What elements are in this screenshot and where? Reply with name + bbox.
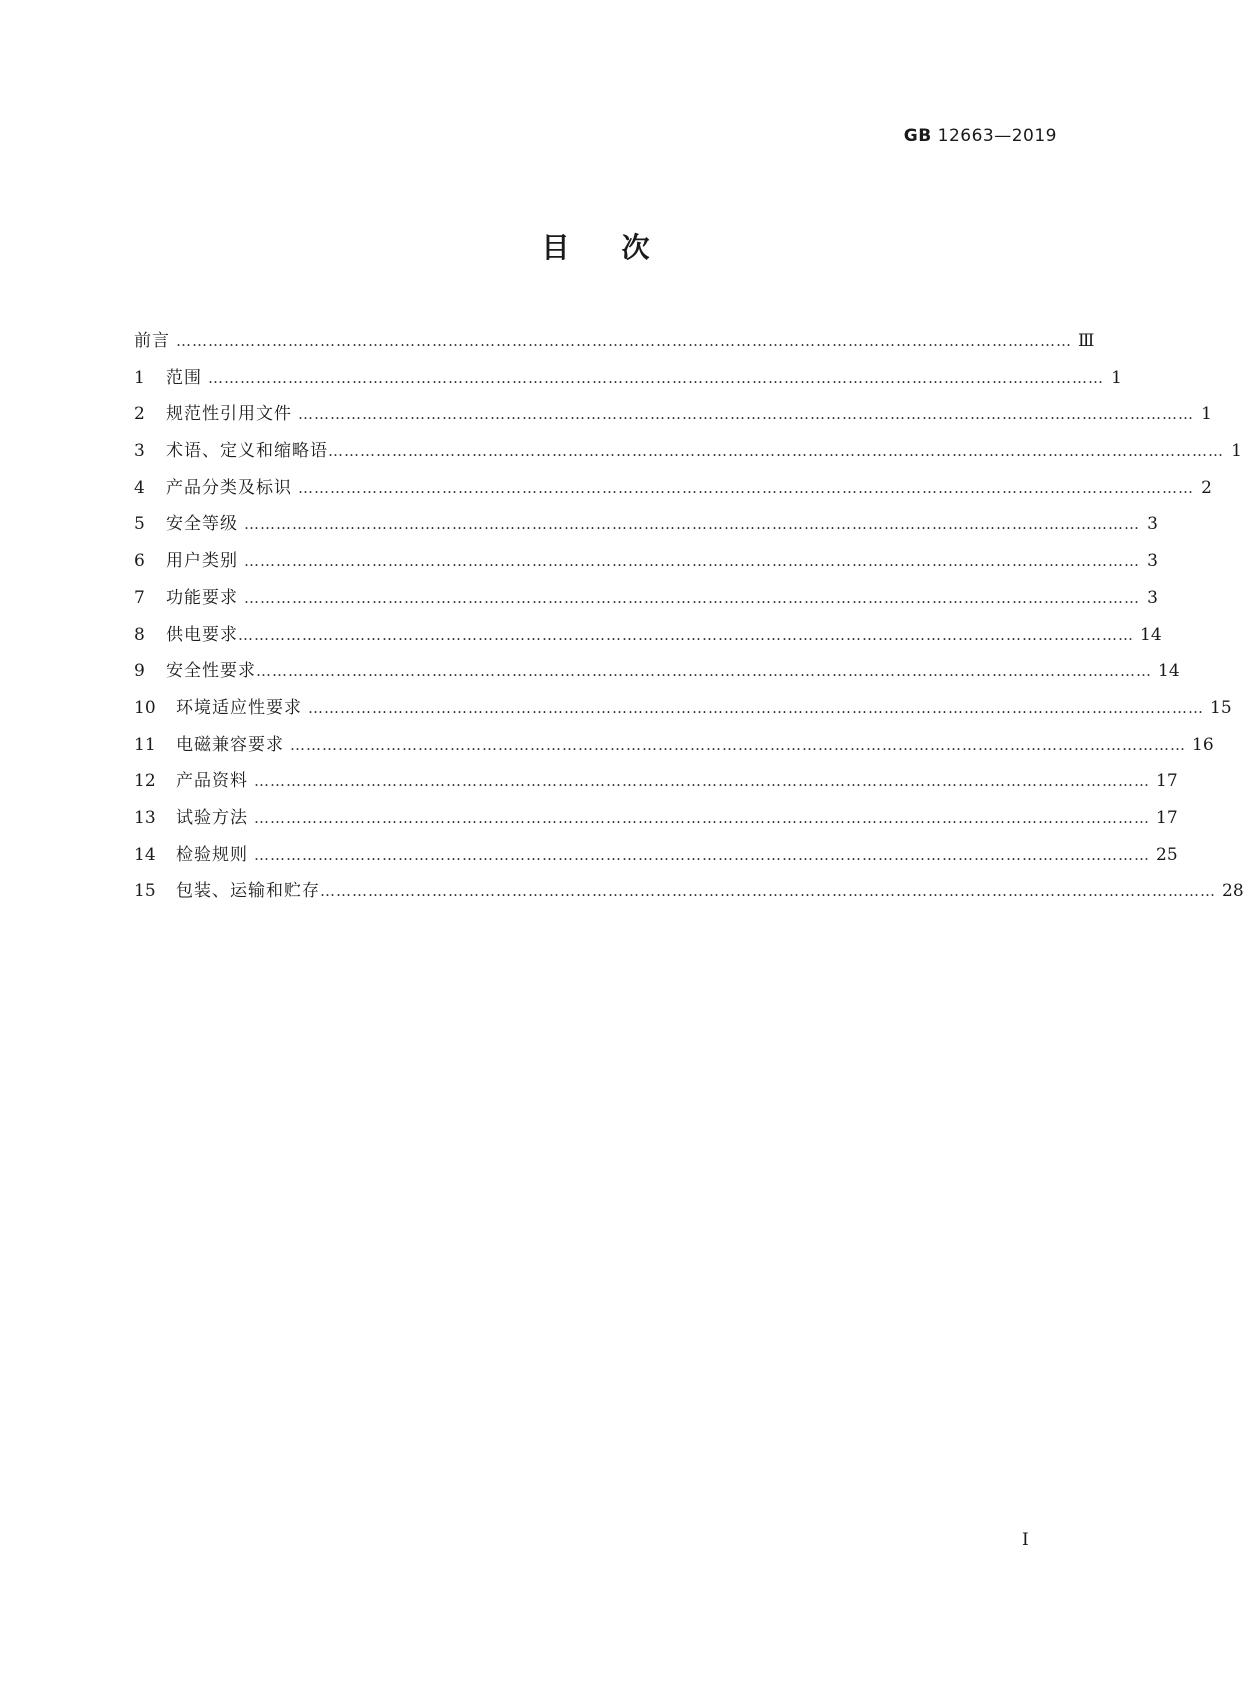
toc-number: 10 bbox=[134, 697, 156, 718]
toc-page: 14 bbox=[1158, 661, 1180, 682]
toc-number: 3 bbox=[134, 441, 145, 462]
toc-label: 功能要求 bbox=[166, 587, 238, 608]
toc-label: 供电要求 bbox=[166, 624, 238, 645]
toc-label: 产品分类及标识 bbox=[166, 477, 292, 498]
toc-entry[interactable] bbox=[134, 546, 1158, 583]
leader-dots: …………………………………………………………………………………………………………………………………………………… bbox=[244, 515, 1140, 534]
toc-label: 范围 bbox=[166, 367, 202, 388]
toc-label: 安全等级 bbox=[166, 514, 238, 535]
toc-number: 13 bbox=[134, 807, 156, 828]
toc-entry-foreword[interactable] bbox=[134, 326, 1095, 363]
toc-entry[interactable] bbox=[134, 766, 1178, 803]
toc-label: 用户类别 bbox=[166, 551, 238, 572]
toc-number: 12 bbox=[134, 771, 156, 792]
leader-dots: …………………………………………………………………………………………………………………………………………………… bbox=[256, 662, 1152, 681]
leader-dots: …………………………………………………………………………………………………………………………………………………… bbox=[298, 478, 1194, 497]
standard-code: 12663—2019 bbox=[937, 126, 1057, 146]
leader-dots: …………………………………………………………………………………………………………………………………………………… bbox=[328, 442, 1224, 461]
toc-page: 15 bbox=[1210, 697, 1232, 718]
toc-number: 8 bbox=[134, 624, 145, 645]
leader-dots: …………………………………………………………………………………………………………………………………………………… bbox=[320, 882, 1216, 901]
toc-page: 2 bbox=[1201, 477, 1212, 498]
toc-number: 9 bbox=[134, 661, 145, 682]
leader-dots: …………………………………………………………………………………………………………………………………………………… bbox=[244, 552, 1140, 571]
leader-dots: …………………………………………………………………………………………………………………………………………………… bbox=[238, 625, 1134, 644]
toc-number: 15 bbox=[134, 881, 156, 902]
page-number: Ⅰ bbox=[1022, 1530, 1029, 1550]
standard-prefix: GB bbox=[903, 126, 932, 146]
toc-entry[interactable] bbox=[134, 803, 1178, 840]
toc-page: 16 bbox=[1192, 734, 1214, 755]
toc-page: 28 bbox=[1222, 881, 1244, 902]
toc-entry[interactable] bbox=[134, 509, 1158, 546]
toc-page: 3 bbox=[1147, 514, 1158, 535]
toc-page: 17 bbox=[1156, 771, 1178, 792]
toc-entry[interactable] bbox=[134, 876, 1244, 913]
toc-entry[interactable] bbox=[134, 363, 1122, 400]
standard-number bbox=[904, 126, 1057, 146]
toc-label: 环境适应性要求 bbox=[176, 697, 302, 718]
toc-number: 7 bbox=[134, 587, 145, 608]
toc-number: 5 bbox=[134, 514, 145, 535]
toc-entry[interactable] bbox=[134, 693, 1232, 730]
toc-entry[interactable] bbox=[134, 730, 1214, 767]
toc-label: 安全性要求 bbox=[166, 661, 256, 682]
toc-label: 前言 bbox=[134, 331, 170, 351]
leader-dots: …………………………………………………………………………………………………………………………………………………… bbox=[208, 368, 1104, 387]
toc-entry[interactable] bbox=[134, 436, 1242, 473]
toc-label: 包装、运输和贮存 bbox=[176, 881, 320, 902]
toc-number: 11 bbox=[134, 734, 156, 755]
toc-entry[interactable] bbox=[134, 583, 1158, 620]
leader-dots: …………………………………………………………………………………………………………………………………………………… bbox=[244, 588, 1140, 607]
toc-label: 检验规则 bbox=[176, 844, 248, 865]
toc-number: 6 bbox=[134, 551, 145, 572]
toc-page: 17 bbox=[1156, 807, 1178, 828]
toc-number: 14 bbox=[134, 844, 156, 865]
toc-page: 3 bbox=[1147, 551, 1158, 572]
toc-number: 4 bbox=[134, 477, 145, 498]
toc-label: 术语、定义和缩略语 bbox=[166, 441, 328, 462]
toc-page: 1 bbox=[1231, 441, 1242, 462]
leader-dots: …………………………………………………………………………………………………………………………………………………… bbox=[308, 698, 1204, 717]
toc-label: 电磁兼容要求 bbox=[176, 734, 284, 755]
table-of-contents bbox=[134, 326, 1244, 913]
toc-entry[interactable] bbox=[134, 656, 1180, 693]
toc-entry[interactable] bbox=[134, 473, 1212, 510]
leader-dots: …………………………………………………………………………………………………………………………………………………… bbox=[290, 735, 1186, 754]
toc-page: 14 bbox=[1140, 624, 1162, 645]
leader-dots: …………………………………………………………………………………………………………………………………………………… bbox=[176, 332, 1072, 350]
toc-page: Ⅲ bbox=[1078, 331, 1095, 351]
leader-dots: …………………………………………………………………………………………………………………………………………………… bbox=[254, 845, 1150, 864]
toc-label: 试验方法 bbox=[176, 807, 248, 828]
leader-dots: …………………………………………………………………………………………………………………………………………………… bbox=[298, 405, 1194, 424]
toc-page: 25 bbox=[1156, 844, 1178, 865]
leader-dots: …………………………………………………………………………………………………………………………………………………… bbox=[254, 772, 1150, 791]
leader-dots: …………………………………………………………………………………………………………………………………………………… bbox=[254, 808, 1150, 827]
toc-page: 1 bbox=[1111, 367, 1122, 388]
toc-label: 规范性引用文件 bbox=[166, 404, 292, 425]
toc-page: 3 bbox=[1147, 587, 1158, 608]
toc-number: 1 bbox=[134, 367, 145, 388]
toc-page: 1 bbox=[1201, 404, 1212, 425]
page-title: 目次 bbox=[541, 231, 702, 264]
toc-label: 产品资料 bbox=[176, 771, 248, 792]
toc-number: 2 bbox=[134, 404, 145, 425]
toc-entry[interactable] bbox=[134, 399, 1212, 436]
toc-entry[interactable] bbox=[134, 620, 1162, 657]
toc-entry[interactable] bbox=[134, 840, 1178, 877]
